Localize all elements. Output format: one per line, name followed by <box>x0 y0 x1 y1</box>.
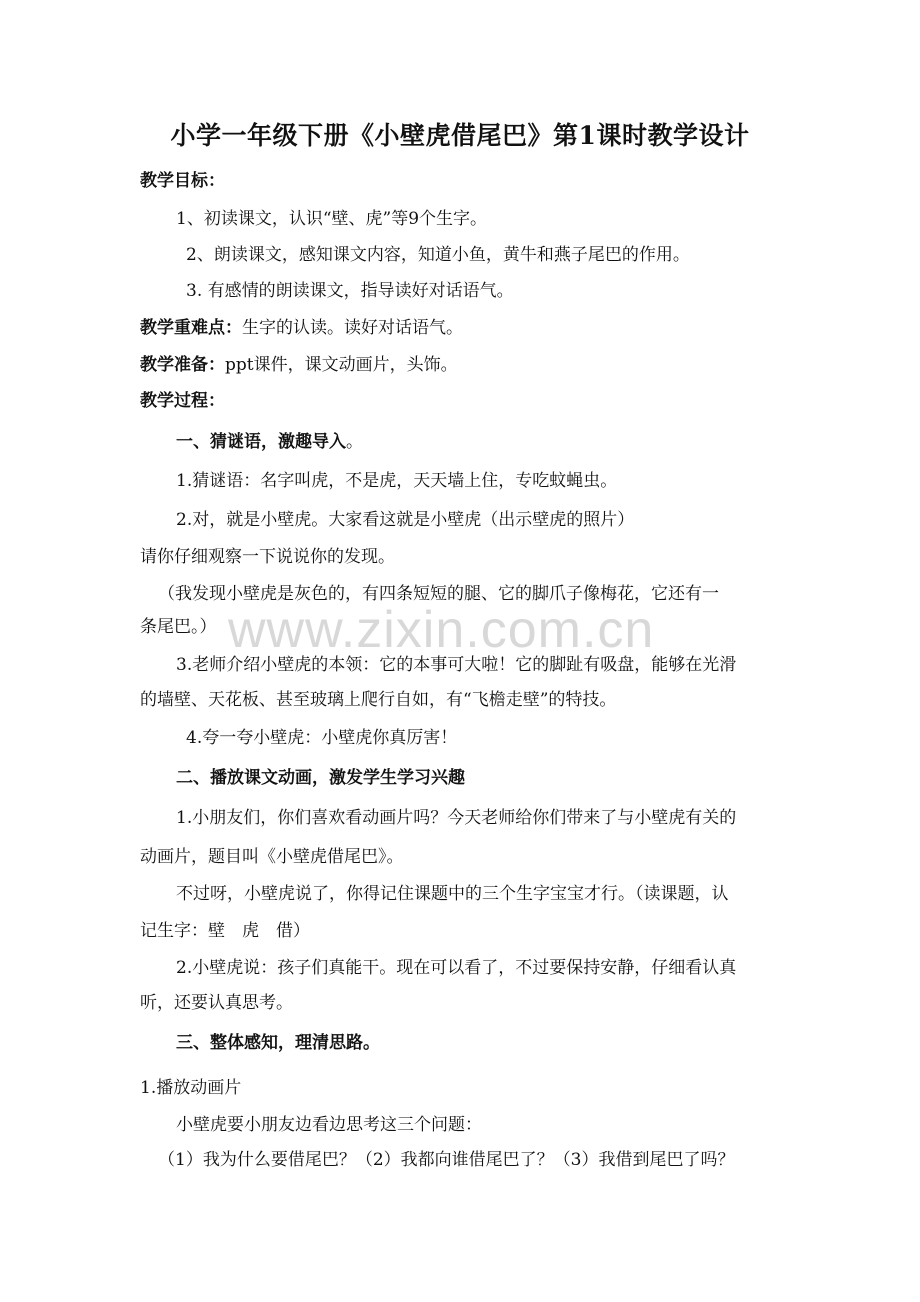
s2-paragraph-1a: 1.小朋友们，你们喜欢看动画片吗？今天老师给你们带来了与小壁虎有关的 <box>176 808 737 828</box>
goal-1: 1、初读课文，认识“壁、虎”等9个生字。 <box>176 209 488 229</box>
key-label: 教学重难点： <box>140 318 242 338</box>
s2-paragraph-3a: 2.小壁虎说：孩子们真能干。现在可以看了，不过要保持安静，仔细看认真 <box>176 958 737 978</box>
s3-paragraph-1: 1.播放动画片 <box>140 1078 242 1098</box>
s1-paragraph-5a: 3.老师介绍小壁虎的本领：它的本事可大啦！它的脚趾有吸盘，能够在光滑 <box>176 655 737 675</box>
key-points <box>140 313 785 338</box>
s1-paragraph-2: 2.对，就是小壁虎。大家看这就是小壁虎（出示壁虎的照片） <box>176 510 635 530</box>
preparation <box>140 350 785 375</box>
goal-2: 2、朗读课文，感知课文内容，知道小鱼，黄牛和燕子尾巴的作用。 <box>186 245 690 265</box>
process-label: 教学过程： <box>140 391 225 411</box>
s2-paragraph-2b: 记生字：壁 虎 借） <box>140 921 310 941</box>
s3-paragraph-2: 小壁虎要小朋友边看边思考这三个问题： <box>176 1115 482 1135</box>
s2-paragraph-3b: 听，还要认真思考。 <box>140 993 293 1013</box>
key-text: 生字的认读。读好对话语气。 <box>242 318 463 338</box>
goals-label: 教学目标： <box>140 171 225 191</box>
s1-paragraph-1: 1.猜谜语：名字叫虎，不是虎，天天墙上住，专吃蚊蝇虫。 <box>176 471 618 491</box>
s1-paragraph-5b: 的墙壁、天花板、甚至玻璃上爬行自如，有“飞檐走壁”的特技。 <box>140 690 617 710</box>
watermark: www.zixin.com.cn <box>228 601 655 659</box>
s2-paragraph-2a: 不过呀，小壁虎说了，你得记住课题中的三个生字宝宝才行。（读课题，认 <box>176 884 729 904</box>
s1-paragraph-3: 请你仔细观察一下说说你的发现。 <box>140 547 395 567</box>
s3-paragraph-3: （1）我为什么要借尾巴？（2）我都向谁借尾巴了？（3）我借到尾巴了吗？ <box>158 1150 735 1170</box>
section-1-heading-end: 。 <box>346 432 363 452</box>
section-2-heading: 二、播放课文动画，激发学生学习兴趣 <box>176 768 465 788</box>
s2-paragraph-1b: 动画片，题目叫《小壁虎借尾巴》。 <box>140 847 404 867</box>
section-1-heading <box>176 427 821 452</box>
prep-label: 教学准备： <box>140 355 225 375</box>
prep-text: ppt课件，课文动画片，头饰。 <box>225 355 458 375</box>
s1-paragraph-4b: 条尾巴。） <box>140 617 217 637</box>
s1-paragraph-6: 4.夸一夸小壁虎：小壁虎你真厉害！ <box>186 728 458 748</box>
goal-3: 3. 有感情的朗读课文，指导读好对话语气。 <box>186 281 514 301</box>
page-title: 小学一年级下册《小壁虎借尾巴》第1课时教学设计 <box>170 121 750 150</box>
s1-paragraph-4a: （我发现小壁虎是灰色的，有四条短短的腿、它的脚爪子像梅花，它还有一 <box>158 584 719 604</box>
section-1-heading-text: 一、猜谜语，激趣导入 <box>176 432 346 452</box>
section-3-heading: 三、整体感知，理清思路。 <box>176 1033 380 1053</box>
